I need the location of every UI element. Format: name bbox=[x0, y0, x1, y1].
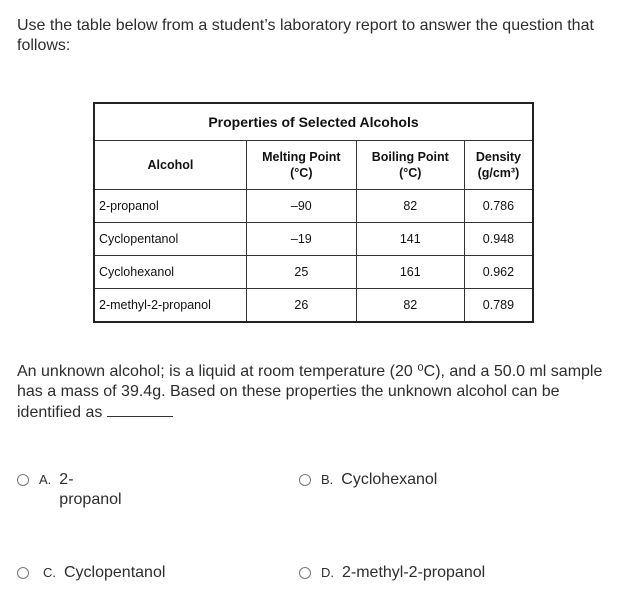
radio-icon[interactable] bbox=[17, 474, 29, 486]
option-text: 2-methyl-2-propanol bbox=[342, 564, 486, 581]
radio-icon[interactable] bbox=[299, 474, 311, 486]
header-boiling-point bbox=[356, 141, 464, 190]
table-row bbox=[94, 256, 533, 289]
header-label: Boiling Point bbox=[371, 150, 449, 164]
header-alcohol bbox=[94, 141, 246, 190]
cell: Cyclopentanol bbox=[94, 223, 246, 256]
cell: 2-propanol bbox=[94, 190, 246, 223]
table-row bbox=[94, 289, 533, 323]
cell: 82 bbox=[356, 190, 464, 223]
header-label: Melting Point bbox=[262, 150, 341, 164]
answer-blank bbox=[107, 402, 173, 417]
option-letter: D. bbox=[321, 565, 334, 580]
option-letter: A. bbox=[39, 472, 52, 487]
option-text: Cyclopentanol bbox=[64, 564, 166, 581]
radio-icon[interactable] bbox=[299, 567, 311, 579]
cell: 0.786 bbox=[464, 190, 533, 223]
cell: 0.962 bbox=[464, 256, 533, 289]
option-text-line: 2- bbox=[59, 471, 74, 488]
cell: 0.948 bbox=[464, 223, 533, 256]
radio-icon[interactable] bbox=[17, 567, 29, 579]
header-unit: (g/cm³) bbox=[477, 166, 520, 180]
option-c[interactable] bbox=[17, 563, 165, 583]
cell: 161 bbox=[356, 256, 464, 289]
alcohol-properties-table bbox=[93, 102, 534, 323]
header-melting-point bbox=[246, 141, 356, 190]
table-row bbox=[94, 190, 533, 223]
table-title: Properties of Selected Alcohols bbox=[94, 103, 533, 141]
cell: 141 bbox=[356, 223, 464, 256]
header-unit: (°C) bbox=[290, 166, 313, 180]
option-letter: B. bbox=[321, 472, 334, 487]
cell: 0.789 bbox=[464, 289, 533, 323]
option-text-line: propanol bbox=[59, 491, 122, 508]
cell: 2-methyl-2-propanol bbox=[94, 289, 246, 323]
header-label: Alcohol bbox=[147, 158, 194, 172]
cell: 25 bbox=[246, 256, 356, 289]
question-body: An unknown alcohol; is a liquid at room temperature (20 ⁰C), and a 50.0 ml sample has a mass of 39.4g. Based on these properties the unknown alcohol can be identified as bbox=[17, 363, 603, 421]
option-d[interactable] bbox=[299, 563, 485, 583]
option-b[interactable] bbox=[299, 470, 437, 490]
header-density bbox=[464, 141, 533, 190]
cell: Cyclohexanol bbox=[94, 256, 246, 289]
cell: –90 bbox=[246, 190, 356, 223]
header-label: Density bbox=[475, 150, 521, 164]
table-row bbox=[94, 223, 533, 256]
option-letter: C. bbox=[43, 565, 56, 580]
option-a[interactable] bbox=[17, 470, 122, 510]
header-unit: (°C) bbox=[399, 166, 422, 180]
question-text bbox=[17, 362, 607, 423]
cell: 26 bbox=[246, 289, 356, 323]
intro-text: Use the table below from a student’s laboratory report to answer the question that follows: bbox=[17, 17, 594, 54]
option-text: Cyclohexanol bbox=[341, 471, 438, 488]
option-text bbox=[59, 470, 121, 510]
cell: 82 bbox=[356, 289, 464, 323]
cell: –19 bbox=[246, 223, 356, 256]
